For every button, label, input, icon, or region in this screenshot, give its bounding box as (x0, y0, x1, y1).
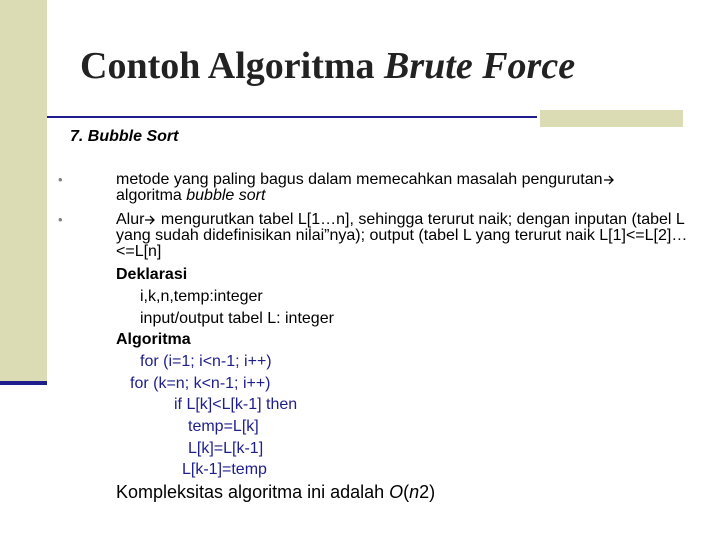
algorithm-line-6: L[k-1]=temp (182, 461, 267, 478)
slide-title (80, 44, 575, 88)
bullet-marker-2: • (58, 212, 63, 227)
algorithm-line-5: L[k]=L[k-1] (188, 440, 264, 457)
algorithm-line-3: if L[k]<L[k-1] then (174, 396, 298, 413)
left-accent-line (0, 381, 47, 385)
title-rule-box (540, 110, 683, 127)
right-arrow-icon (603, 174, 615, 186)
algorithm-heading: Algoritma (116, 331, 191, 348)
complexity-O: O (389, 482, 404, 502)
complexity-open: ( (403, 482, 410, 502)
algorithm-line-1: for (i=1; i<n-1; i++) (140, 353, 272, 370)
bullet-marker-1: • (58, 172, 63, 187)
declaration-heading: Deklarasi (116, 266, 188, 283)
bullet-2-text (116, 212, 691, 260)
title-italic: Brute Force (384, 45, 576, 87)
left-accent-bar (0, 0, 47, 385)
complexity-n: n (409, 482, 420, 502)
bullet-1-italic: bubble sort (186, 187, 266, 204)
title-main: Contoh Algoritma (80, 45, 384, 87)
complexity-prefix: Kompleksitas algoritma ini adalah (116, 482, 390, 502)
section-subtitle: 7. Bubble Sort (70, 128, 179, 145)
bullet-2-before-arrow: Alur (116, 211, 145, 228)
algorithm-line-4: temp=L[k] (188, 418, 259, 435)
right-arrow-icon (144, 214, 156, 226)
title-rule (47, 116, 537, 118)
bullet-1-text (116, 172, 676, 204)
algorithm-line-2: for (k=n; k<n-1; i++) (130, 375, 271, 392)
complexity-statement (116, 482, 435, 503)
declaration-line-2: input/output tabel L: integer (140, 310, 334, 327)
bullet-2-after-arrow: mengurutkan tabel L[1…n], sehingga terurut naik; dengan inputan (tabel L yang sudah didefinisikan nilai”nya); output (tabel L yang terurut naik L[1]<=L[2]…<=L[n] (116, 211, 688, 260)
bullet-1-after-arrow: algoritma (116, 187, 187, 204)
complexity-rest: 2) (419, 482, 436, 502)
bullet-1-before-arrow: metode yang paling bagus dalam memecahkan masalah pengurutan (116, 171, 603, 188)
declaration-line-1: i,k,n,temp:integer (140, 288, 263, 305)
